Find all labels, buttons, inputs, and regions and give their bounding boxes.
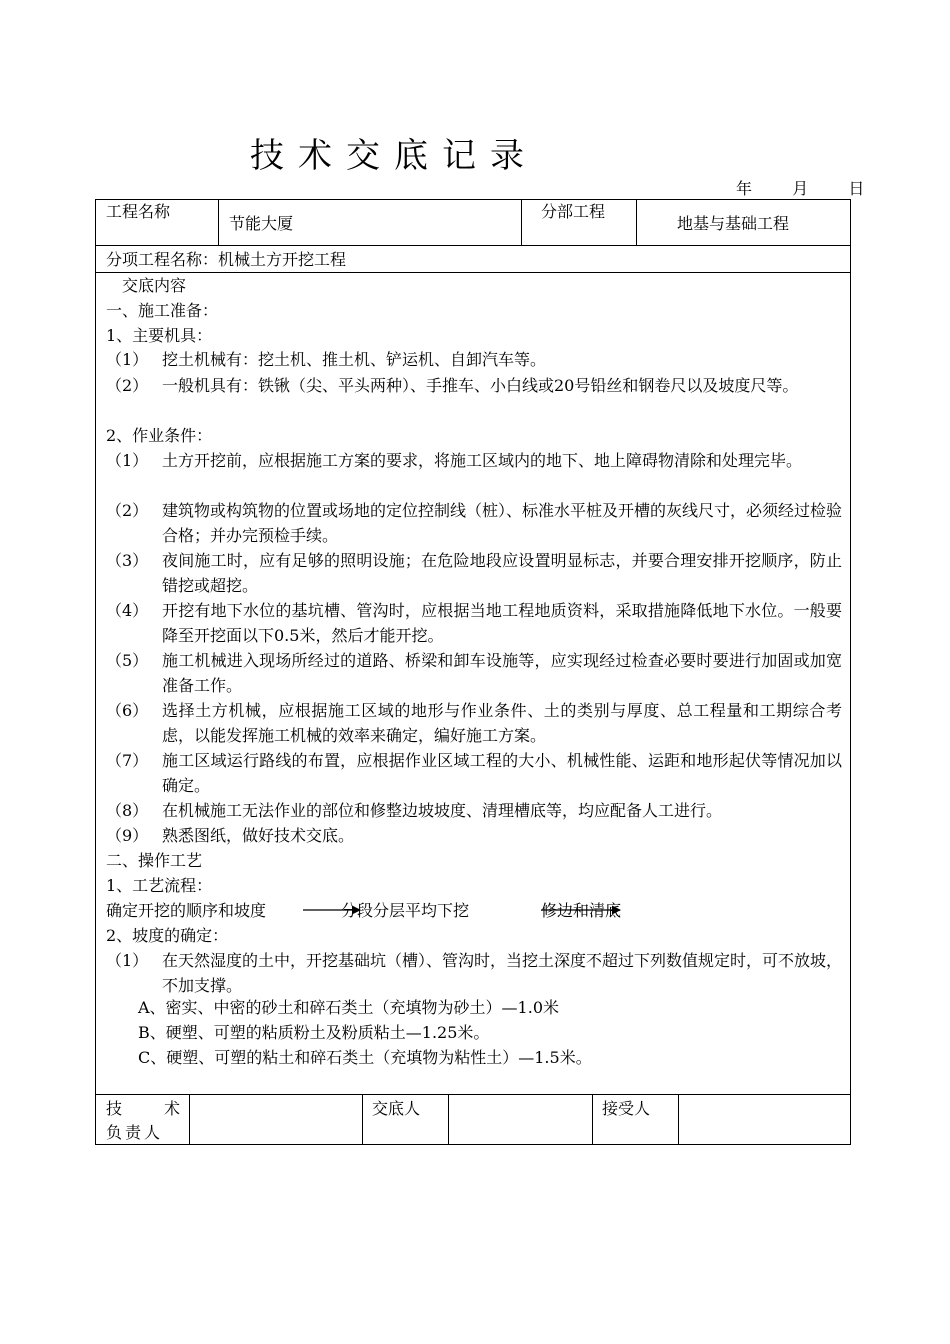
condition-2-number: （2） xyxy=(106,501,149,520)
section-2-1-heading: 1、工艺流程： xyxy=(106,876,213,895)
slope-item-c: C、硬塑、可塑的粘土和碎石类土（充填物为粘性土）—1.5米。 xyxy=(138,1048,592,1067)
condition-9-number: （9） xyxy=(106,826,149,845)
tech-label-1: 技 xyxy=(106,1099,123,1118)
discloser-label: 交底人 xyxy=(372,1099,421,1118)
section-1-2-heading: 2、作业条件： xyxy=(106,426,213,445)
condition-7-text: 施工区域运行路线的布置，应根据作业区域工程的大小、机械性能、运距和地形起伏等情况加以确定。 xyxy=(162,751,842,795)
machine-1-text: 挖土机械有：挖土机、推土机、铲运机、自卸汽车等。 xyxy=(162,350,547,369)
tech-label-2: 术 xyxy=(164,1099,181,1118)
flow-step-2: 分段分层平均下挖 xyxy=(341,901,470,920)
condition-8-number: （8） xyxy=(106,801,149,820)
section-1-1-heading: 1、主要机具： xyxy=(106,326,213,345)
condition-6-number: （6） xyxy=(106,701,149,720)
condition-9-text: 熟悉图纸，做好技术交底。 xyxy=(162,826,355,845)
machine-1-number: （1） xyxy=(106,350,149,369)
slope-1-text: 在天然湿度的土中，开挖基础坑（槽）、管沟时，当挖土深度不超过下列数值规定时，可不放坡，不加支撑。 xyxy=(162,951,843,995)
machine-2-text: 一般机具有：铁锹（尖、平头两种）、手推车、小白线或20号铅丝和钢卷尺以及坡度尺等。 xyxy=(162,376,799,395)
subitem-name-line: 分项工程名称：机械土方开挖工程 xyxy=(106,250,347,269)
slope-item-a: A、密实、中密的砂土和碎石类土（充填物为砂土）—1.0米 xyxy=(138,998,560,1017)
division-value: 地基与基础工程 xyxy=(677,214,790,233)
condition-4-number: （4） xyxy=(106,601,149,620)
date-year: 年 xyxy=(736,179,753,198)
flow-step-1: 确定开挖的顺序和坡度 xyxy=(106,901,267,920)
condition-1-text: 土方开挖前，应根据施工方案的要求，将施工区域内的地下、地上障碍物清除和处理完毕。 xyxy=(162,451,803,470)
receiver-label: 接受人 xyxy=(602,1099,651,1118)
machine-2-number: （2） xyxy=(106,376,149,395)
slope-1-number: （1） xyxy=(106,951,149,970)
condition-3-number: （3） xyxy=(106,551,149,570)
condition-2-text: 建筑物或构筑物的位置或场地的定位控制线（桩）、标准水平桩及开槽的灰线尺寸，必须经过检验合格；并办完预检手续。 xyxy=(162,501,843,545)
condition-7-number: （7） xyxy=(106,751,149,770)
condition-6-text: 选择土方机械，应根据施工区域的地形与作业条件、土的类别与厚度、总工程量和工期综合考虑，以能发挥施工机械的效率来确定，编好施工方案。 xyxy=(162,701,842,745)
date-month: 月 xyxy=(792,179,809,198)
flow-step-3: 修边和清底 xyxy=(541,901,622,920)
condition-8-text: 在机械施工无法作业的部位和修整边坡坡度、清理槽底等，均应配备人工进行。 xyxy=(162,801,723,820)
condition-5-number: （5） xyxy=(106,651,149,670)
content-heading: 交底内容 xyxy=(122,276,187,295)
condition-4-text: 开挖有地下水位的基坑槽、管沟时，应根据当地工程地质资料，采取措施降低地下水位。一般要降至开挖面以下0.5米，然后才能开挖。 xyxy=(162,601,842,645)
section-2-heading: 二、操作工艺 xyxy=(106,851,203,870)
date-day: 日 xyxy=(848,179,865,198)
tech-label-3: 负责人 xyxy=(106,1123,164,1142)
project-name-label: 工程名称 xyxy=(106,202,171,221)
division-label: 分部工程 xyxy=(541,202,606,221)
section-1-heading: 一、施工准备： xyxy=(106,301,219,320)
condition-3-text: 夜间施工时，应有足够的照明设施；在危险地段应设置明显标志，并要合理安排开挖顺序，防止错挖或超挖。 xyxy=(162,551,842,595)
date-line xyxy=(736,176,864,199)
project-name-value: 节能大厦 xyxy=(229,214,294,233)
condition-1-number: （1） xyxy=(106,451,149,470)
document-title: 技术交底记录 xyxy=(250,136,538,176)
section-2-2-heading: 2、坡度的确定： xyxy=(106,926,229,945)
slope-item-b: B、硬塑、可塑的粘质粉土及粉质粘土—1.25米。 xyxy=(138,1023,490,1042)
condition-5-text: 施工机械进入现场所经过的道路、桥梁和卸车设施等，应实现经过检查必要时要进行加固或加宽准备工作。 xyxy=(162,651,842,695)
